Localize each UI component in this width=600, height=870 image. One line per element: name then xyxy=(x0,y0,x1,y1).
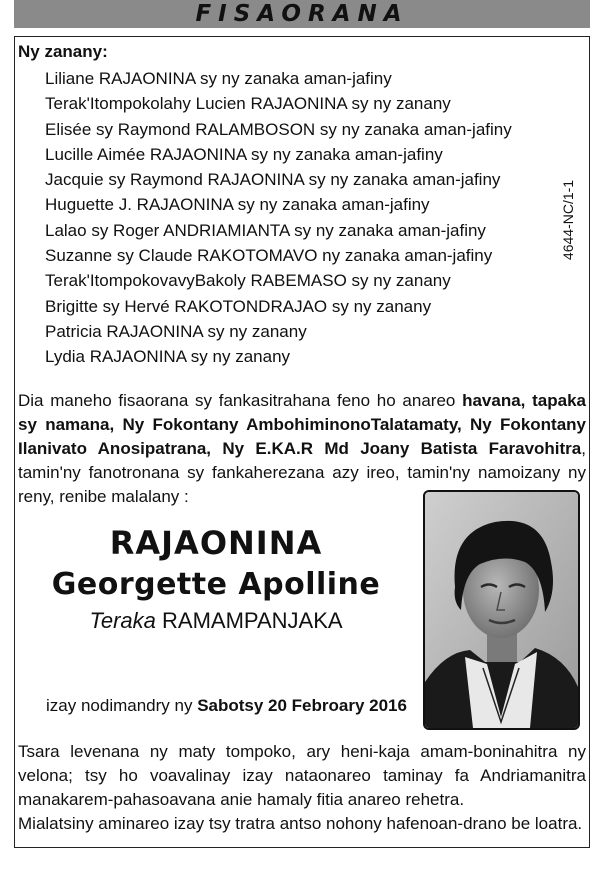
deceased-name-block xyxy=(18,522,414,636)
death-prefix: izay nodimandry ny xyxy=(46,696,198,715)
family-member: Huguette J. RAJAONINA sy ny zanaka aman-jafiny xyxy=(45,195,430,215)
born-name: RAMAMPANJAKA xyxy=(162,608,343,633)
death-date-line xyxy=(46,696,407,716)
portrait-photo xyxy=(423,490,580,730)
family-member: Lucille Aimée RAJAONINA sy ny zanaka aman-jafiny xyxy=(45,144,443,164)
portrait-image xyxy=(425,492,578,728)
deceased-given-names: Georgette Apolline xyxy=(51,567,381,602)
family-member: Liliane RAJAONINA sy ny zanaka aman-jafiny xyxy=(45,69,392,88)
header-banner xyxy=(14,0,590,28)
family-member: Suzanne sy Claude RAKOTOMAVO ny zanaka aman-jafiny xyxy=(45,246,493,266)
family-member: Lalao sy Roger ANDRIAMIANTA sy ny zanaka aman-jafiny xyxy=(45,220,486,240)
closing-line: Tsara levenana ny maty tompoko, ary heni-kaja amam-boninahitra ny velona; tsy ho voavalinay izay nataonareo taminay fa Andriamanitra manakarem-pahasoavana anie hamaly fitia anareo rehetra. xyxy=(18,742,586,809)
reference-code: 4644-NC/1-1 xyxy=(560,179,576,261)
family-list xyxy=(45,66,512,370)
page-title: FISAORANA xyxy=(195,1,409,27)
family-member: Jacquie sy Raymond RAJAONINA sy ny zanaka aman-jafiny xyxy=(45,170,501,190)
thanks-recipients: havana, tapaka sy namana, Ny Fokontany AmbohiminonoTalatamaty, Ny Fokontany Ilanivato Anosipatrana, Ny E.KA.R Md Joany Batista Faravohitra xyxy=(18,391,586,458)
family-member: Patricia RAJAONINA sy ny zanany xyxy=(45,321,307,341)
born-label: Teraka xyxy=(89,608,156,633)
closing-paragraph xyxy=(18,740,586,836)
thanks-outro: , tamin'ny fanotronana sy fankaherezana azy ireo, tamin'ny namoizany ny reny, renibe malalany : xyxy=(18,439,586,506)
family-heading: Ny zanany: xyxy=(18,42,108,61)
family-member: Lydia RAJAONINA sy ny zanany xyxy=(45,347,291,367)
death-date: Sabotsy 20 Febroary 2016 xyxy=(197,696,407,715)
family-member: Terak'Itompokolahy Lucien RAJAONINA sy ny zanany xyxy=(45,94,451,114)
family-member: Terak'ItompokovavyBakoly RABEMASO sy ny zanany xyxy=(45,271,451,291)
closing-line: Mialatsiny aminareo izay tsy tratra antso nohony hafenoan-drano be loatra. xyxy=(18,814,583,833)
thanks-intro: Dia maneho fisaorana sy fankasitrahana feno ho anareo xyxy=(18,391,463,410)
family-member: Elisée sy Raymond RALAMBOSON sy ny zanaka aman-jafiny xyxy=(45,119,512,139)
deceased-surname: RAJAONINA xyxy=(109,524,323,562)
family-member: Brigitte sy Hervé RAKOTONDRAJAO sy ny zanany xyxy=(45,296,432,316)
maiden-name xyxy=(18,606,414,636)
